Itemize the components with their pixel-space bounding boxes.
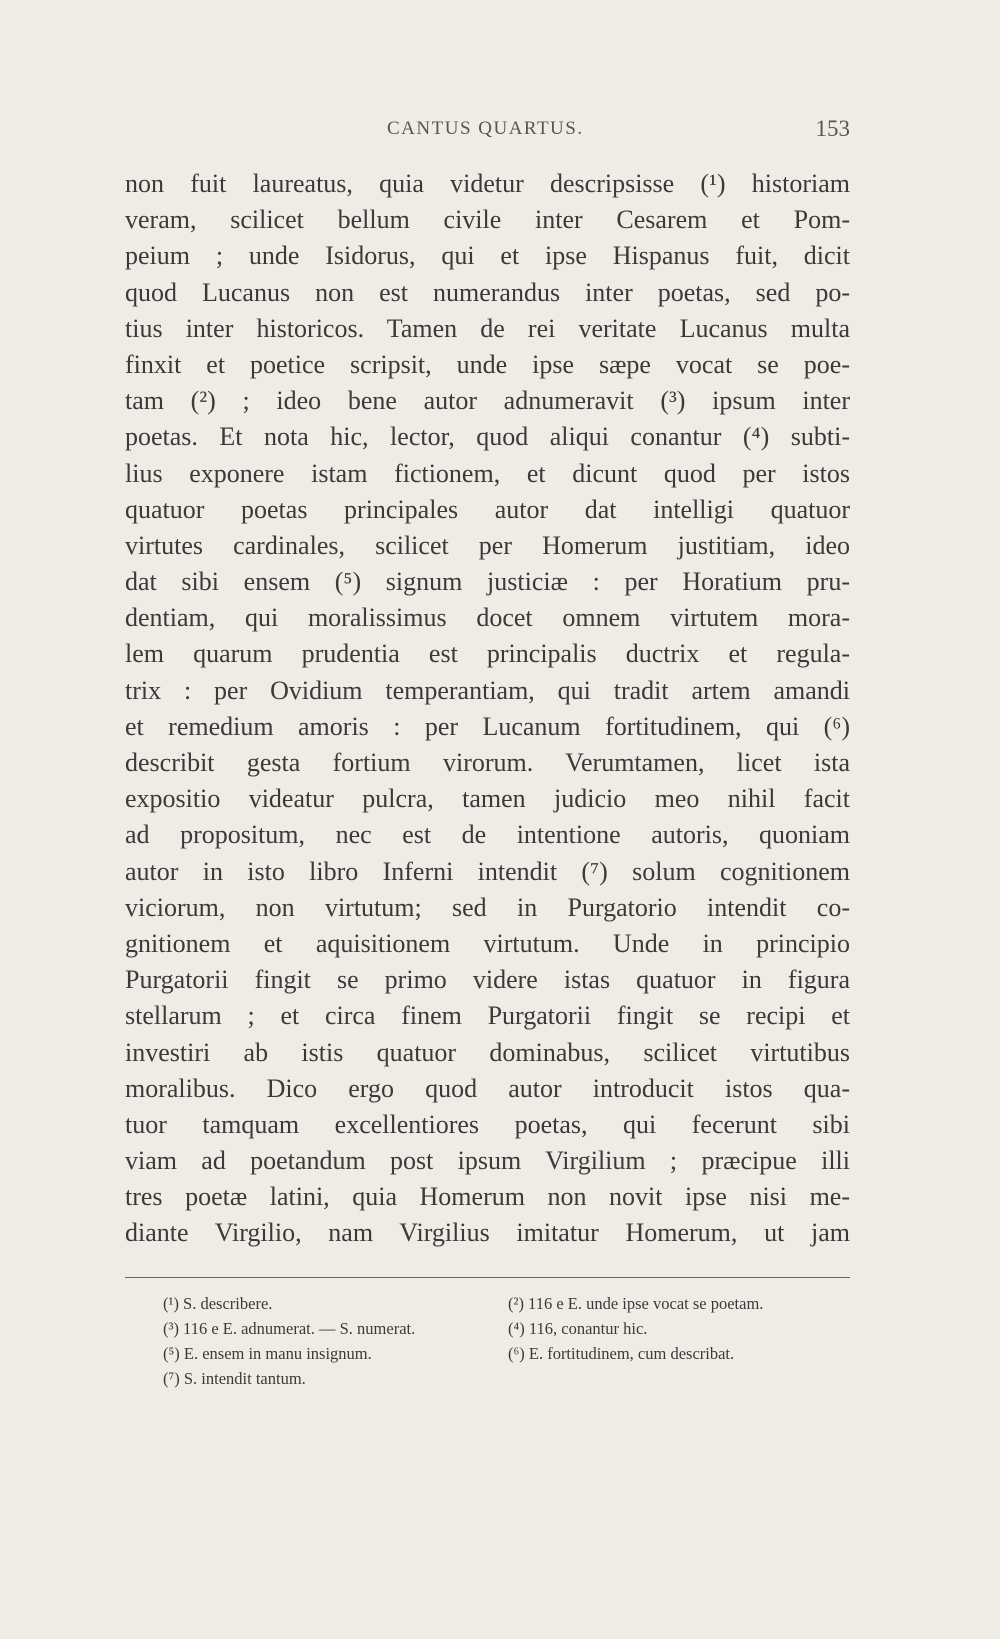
- footnote: (⁷) S. intendit tantum.: [163, 1369, 306, 1388]
- text-line: peium ; unde Isidorus, qui et ipse Hispanus fuit, dicit: [125, 241, 850, 271]
- text-line: investiri ab istis quatuor dominabus, scilicet virtutibus: [125, 1037, 850, 1067]
- text-line: veram, scilicet bellum civile inter Cesarem et Pom-: [125, 205, 850, 235]
- footnotes: [163, 1291, 853, 1391]
- footnote-row: [163, 1341, 853, 1366]
- footnote-row: [163, 1366, 853, 1391]
- text-line: et remedium amoris : per Lucanum fortitudinem, qui (⁶): [125, 711, 850, 741]
- footnote-row: [163, 1291, 853, 1316]
- text-line: diante Virgilio, nam Virgilius imitatur Homerum, ut jam: [125, 1218, 850, 1248]
- text-line: non fuit laureatus, quia videtur descripsisse (¹) historiam: [125, 169, 850, 198]
- text-line: dentiam, qui moralissimus docet omnem virtutem mora-: [125, 603, 850, 633]
- running-head: CANTUS QUARTUS.: [387, 118, 584, 139]
- footnote: (²) 116 e E. unde ipse vocat se poetam.: [508, 1294, 764, 1313]
- page-number: 153: [815, 116, 850, 141]
- footnote: (⁴) 116, conantur hic.: [508, 1319, 648, 1338]
- text-line: dat sibi ensem (⁵) signum justiciæ : per Horatium pru-: [125, 567, 850, 597]
- text-line: gnitionem et aquisitionem virtutum. Unde in principio: [125, 928, 850, 958]
- text-line: stellarum ; et circa finem Purgatorii fingit se recipi et: [125, 1001, 850, 1031]
- text-line: tres poetæ latini, quia Homerum non novit ipse nisi me-: [125, 1182, 850, 1212]
- footnote: [508, 1366, 853, 1391]
- footnote: (⁶) E. fortitudinem, cum describat.: [508, 1344, 735, 1363]
- text-line: tuor tamquam excellentiores poetas, qui fecerunt sibi: [125, 1109, 850, 1139]
- text-line: describit gesta fortium virorum. Verumtamen, licet ista: [125, 748, 850, 777]
- footnote-row: [163, 1316, 853, 1341]
- text-line: quod Lucanus non est numerandus inter poetas, sed po-: [125, 277, 850, 307]
- footnote: (³) 116 e E. adnumerat. — S. numerat.: [163, 1319, 416, 1338]
- footnote: (¹) S. describere.: [163, 1294, 273, 1313]
- text-line: viam ad poetandum post ipsum Virgilium ; præcipue illi: [125, 1146, 850, 1176]
- page-header: [125, 118, 850, 152]
- text-line: ad propositum, nec est de intentione autoris, quoniam: [125, 820, 850, 850]
- text-line: lius exponere istam fictionem, et dicunt quod per istos: [125, 458, 850, 488]
- text-line: trix : per Ovidium temperantiam, qui tradit artem amandi: [125, 675, 850, 705]
- body-text: [125, 166, 850, 1252]
- text-line: tam (²) ; ideo bene autor adnumeravit (³) ipsum inter: [125, 386, 850, 416]
- text-line: autor in isto libro Inferni intendit (⁷) solum cognitionem: [125, 856, 850, 886]
- text-line: tius inter historicos. Tamen de rei veritate Lucanus multa: [125, 313, 850, 343]
- text-line: virtutes cardinales, scilicet per Homerum justitiam, ideo: [125, 530, 850, 560]
- text-line: viciorum, non virtutum; sed in Purgatorio intendit co-: [125, 892, 850, 922]
- text-line: expositio videatur pulcra, tamen judicio meo nihil facit: [125, 784, 850, 814]
- footnote-rule: [125, 1277, 850, 1278]
- text-line: moralibus. Dico ergo quod autor introducit istos qua-: [125, 1073, 850, 1103]
- footnote: (⁵) E. ensem in manu insignum.: [163, 1344, 372, 1363]
- text-line: lem quarum prudentia est principalis ductrix et regula-: [125, 639, 850, 669]
- text-line: quatuor poetas principales autor dat intelligi quatuor: [125, 494, 850, 524]
- text-line: poetas. Et nota hic, lector, quod aliqui conantur (⁴) subti-: [125, 422, 850, 452]
- text-line: finxit et poetice scripsit, unde ipse sæpe vocat se poe-: [125, 349, 850, 379]
- text-line: Purgatorii fingit se primo videre istas quatuor in figura: [125, 965, 850, 995]
